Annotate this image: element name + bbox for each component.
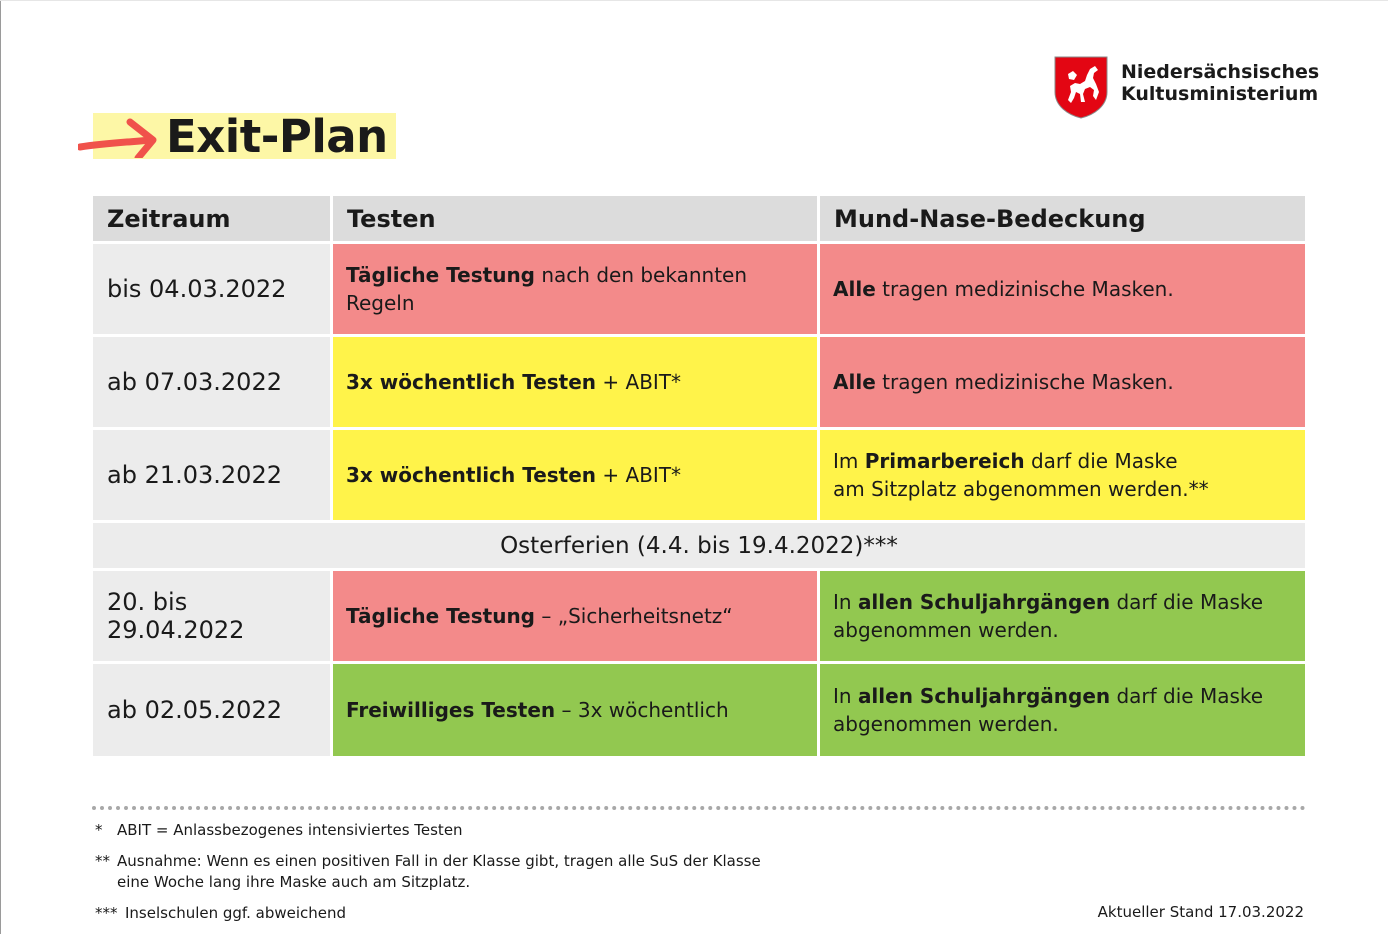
row-5-maske-bold: allen Schuljahrgängen bbox=[857, 684, 1111, 708]
row-3-maske-rest2: am Sitzplatz abgenommen werden.** bbox=[833, 477, 1209, 501]
row-3-zeitraum: ab 21.03.2022 bbox=[93, 430, 330, 520]
header-zeitraum: Zeitraum bbox=[93, 196, 330, 241]
row-4-testen bbox=[333, 571, 817, 661]
row-2-testen-bold: 3x wöchentlich Testen bbox=[346, 370, 597, 394]
row-3-testen-bold: 3x wöchentlich Testen bbox=[346, 463, 597, 487]
row-3-maske bbox=[820, 430, 1305, 520]
row-4-testen-rest: – „Sicherheitsnetz“ bbox=[535, 604, 733, 628]
ministry-name-line1: Niedersächsisches bbox=[1121, 61, 1320, 83]
page-top-edge bbox=[0, 0, 1388, 1]
row-1-testen bbox=[333, 244, 817, 334]
row-5-testen-bold: Freiwilliges Testen bbox=[346, 698, 556, 722]
row-5-zeitraum: ab 02.05.2022 bbox=[93, 664, 330, 756]
row-1-zeitraum: bis 04.03.2022 bbox=[93, 244, 330, 334]
row-2-maske bbox=[820, 337, 1305, 427]
row-2-testen bbox=[333, 337, 817, 427]
footnote-2-mark: ** bbox=[95, 852, 110, 870]
row-1-testen-bold: Tägliche Testung bbox=[346, 263, 535, 287]
ministry-logo bbox=[1054, 56, 1320, 120]
footnote-1 bbox=[95, 820, 463, 841]
row-2-zeitraum: ab 07.03.2022 bbox=[93, 337, 330, 427]
row-1-maske-rest: tragen medizinische Masken. bbox=[875, 277, 1174, 301]
header-testen: Testen bbox=[333, 196, 817, 241]
dotted-divider bbox=[92, 806, 1306, 810]
row-4-maske bbox=[820, 571, 1305, 661]
row-4-maske-rest2: abgenommen werden. bbox=[833, 618, 1059, 642]
footnote-2-line2: eine Woche lang ihre Maske auch am Sitzplatz. bbox=[117, 873, 471, 891]
row-5-testen-rest: – 3x wöchentlich bbox=[555, 698, 729, 722]
footnote-2 bbox=[95, 851, 761, 893]
row-2-maske-rest: tragen medizinische Masken. bbox=[875, 370, 1174, 394]
page-title: Exit-Plan bbox=[166, 110, 388, 163]
footnote-1-text: ABIT = Anlassbezogenes intensiviertes Testen bbox=[117, 821, 463, 839]
row-3-testen bbox=[333, 430, 817, 520]
row-2-testen-rest: + ABIT* bbox=[596, 370, 682, 394]
footnote-1-mark: * bbox=[95, 821, 103, 839]
footnote-3-text: Inselschulen ggf. abweichend bbox=[125, 904, 347, 922]
status-date: Aktueller Stand 17.03.2022 bbox=[1097, 903, 1304, 921]
row-4-maske-bold: allen Schuljahrgängen bbox=[857, 590, 1111, 614]
easter-holiday-band: Osterferien (4.4. bis 19.4.2022)*** bbox=[93, 523, 1305, 568]
row-5-maske bbox=[820, 664, 1305, 756]
row-2-maske-bold: Alle bbox=[833, 370, 876, 394]
footnote-3-mark: *** bbox=[95, 904, 118, 922]
row-5-maske-pre: In bbox=[833, 684, 858, 708]
row-5-testen bbox=[333, 664, 817, 756]
row-4-maske-rest: darf die Maske bbox=[1110, 590, 1264, 614]
row-4-zeitraum: 20. bis 29.04.2022 bbox=[93, 571, 330, 661]
ministry-name-line2: Kultusministerium bbox=[1121, 83, 1319, 105]
row-1-testen-rest: nach den bekannten Regeln bbox=[346, 263, 748, 315]
arrow-right-icon bbox=[78, 118, 158, 158]
row-1-maske-bold: Alle bbox=[833, 277, 876, 301]
row-3-testen-rest: + ABIT* bbox=[596, 463, 682, 487]
page-edge bbox=[0, 0, 1, 934]
row-3-maske-rest: darf die Maske bbox=[1024, 449, 1178, 473]
ministry-name bbox=[1121, 61, 1319, 105]
row-3-maske-pre: Im bbox=[833, 449, 865, 473]
row-4-testen-bold: Tägliche Testung bbox=[346, 604, 535, 628]
row-5-maske-rest: darf die Maske bbox=[1110, 684, 1264, 708]
header-maske: Mund-Nase-Bedeckung bbox=[820, 196, 1305, 241]
lower-saxony-horse-emblem-icon bbox=[1054, 56, 1108, 119]
row-4-maske-pre: In bbox=[833, 590, 858, 614]
row-3-maske-bold: Primarbereich bbox=[864, 449, 1025, 473]
title-block bbox=[78, 112, 398, 162]
footnote-2-line1: Ausnahme: Wenn es einen positiven Fall in der Klasse gibt, tragen alle SuS der Klasse bbox=[117, 852, 761, 870]
row-1-maske bbox=[820, 244, 1305, 334]
footnote-3 bbox=[95, 903, 346, 924]
row-5-maske-rest2: abgenommen werden. bbox=[833, 712, 1059, 736]
